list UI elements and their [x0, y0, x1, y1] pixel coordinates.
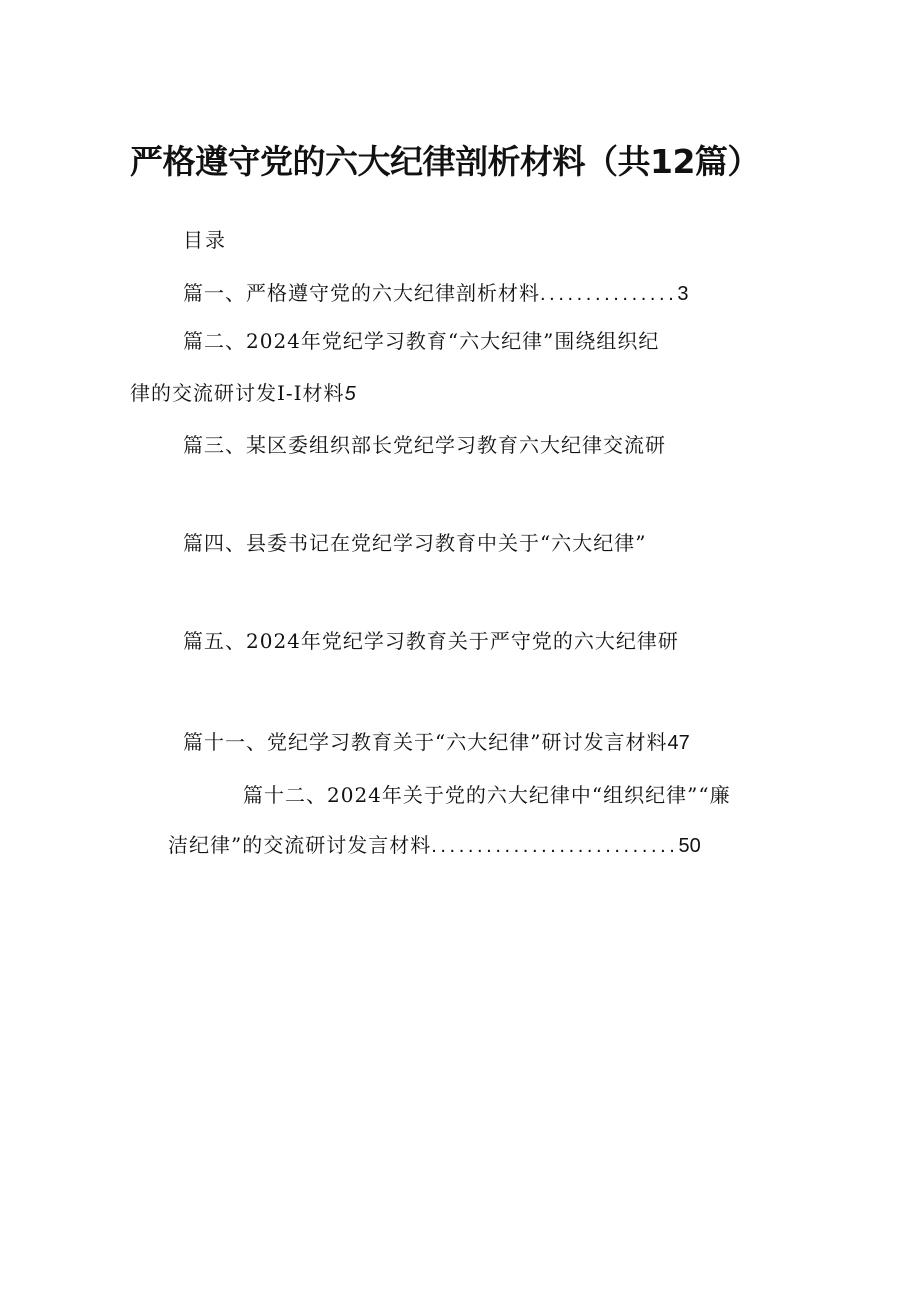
- document-title: 严格遵守党的六大纪律剖析材料（共12篇）: [130, 142, 760, 181]
- toc-entry-4[interactable]: [183, 528, 646, 558]
- toc-entry-text: 篇十二、2024年关于党的六大纪律中“组织纪律”“廉: [243, 783, 731, 807]
- toc-page-number: 47: [667, 732, 690, 754]
- toc-page-number: 50: [678, 835, 701, 857]
- toc-leader-dots: ...........................: [431, 835, 679, 857]
- toc-entry-1[interactable]: [183, 278, 688, 309]
- toc-entry-text: 篇一、严格遵守党的六大纪律剖析材料: [183, 281, 540, 305]
- toc-entry-text: 洁纪律”的交流研讨发言材料: [168, 833, 432, 857]
- toc-page-number: 3: [677, 283, 689, 305]
- toc-entry-text: 律的交流研讨发I-I材料: [130, 381, 345, 405]
- toc-label: 目录: [183, 228, 227, 252]
- toc-entry-text: 篇十一、党纪学习教育关于“六大纪律”研讨发言材料: [183, 730, 668, 754]
- toc-entry-12-line-2[interactable]: [168, 830, 701, 861]
- toc-entry-12-line-1[interactable]: [243, 780, 731, 810]
- toc-entry-3[interactable]: [183, 430, 666, 460]
- toc-entry-text: 篇五、2024年党纪学习教育关于严守党的六大纪律研: [183, 629, 679, 653]
- toc-entry-11[interactable]: [183, 727, 690, 758]
- toc-entry-text: 篇三、某区委组织部长党纪学习教育六大纪律交流研: [183, 433, 666, 457]
- toc-entry-text: 篇二、2024年党纪学习教育“六大纪律”围绕组织纪: [183, 329, 660, 353]
- toc-leader-dots: ...............: [540, 283, 678, 305]
- toc-entry-5[interactable]: [183, 626, 679, 656]
- toc-entry-2-line-1[interactable]: [183, 326, 659, 356]
- toc-entry-text: 篇四、县委书记在党纪学习教育中关于“六大纪律”: [183, 531, 647, 555]
- toc-page-number: 5: [344, 383, 356, 405]
- toc-entry-2-line-2[interactable]: [130, 378, 356, 409]
